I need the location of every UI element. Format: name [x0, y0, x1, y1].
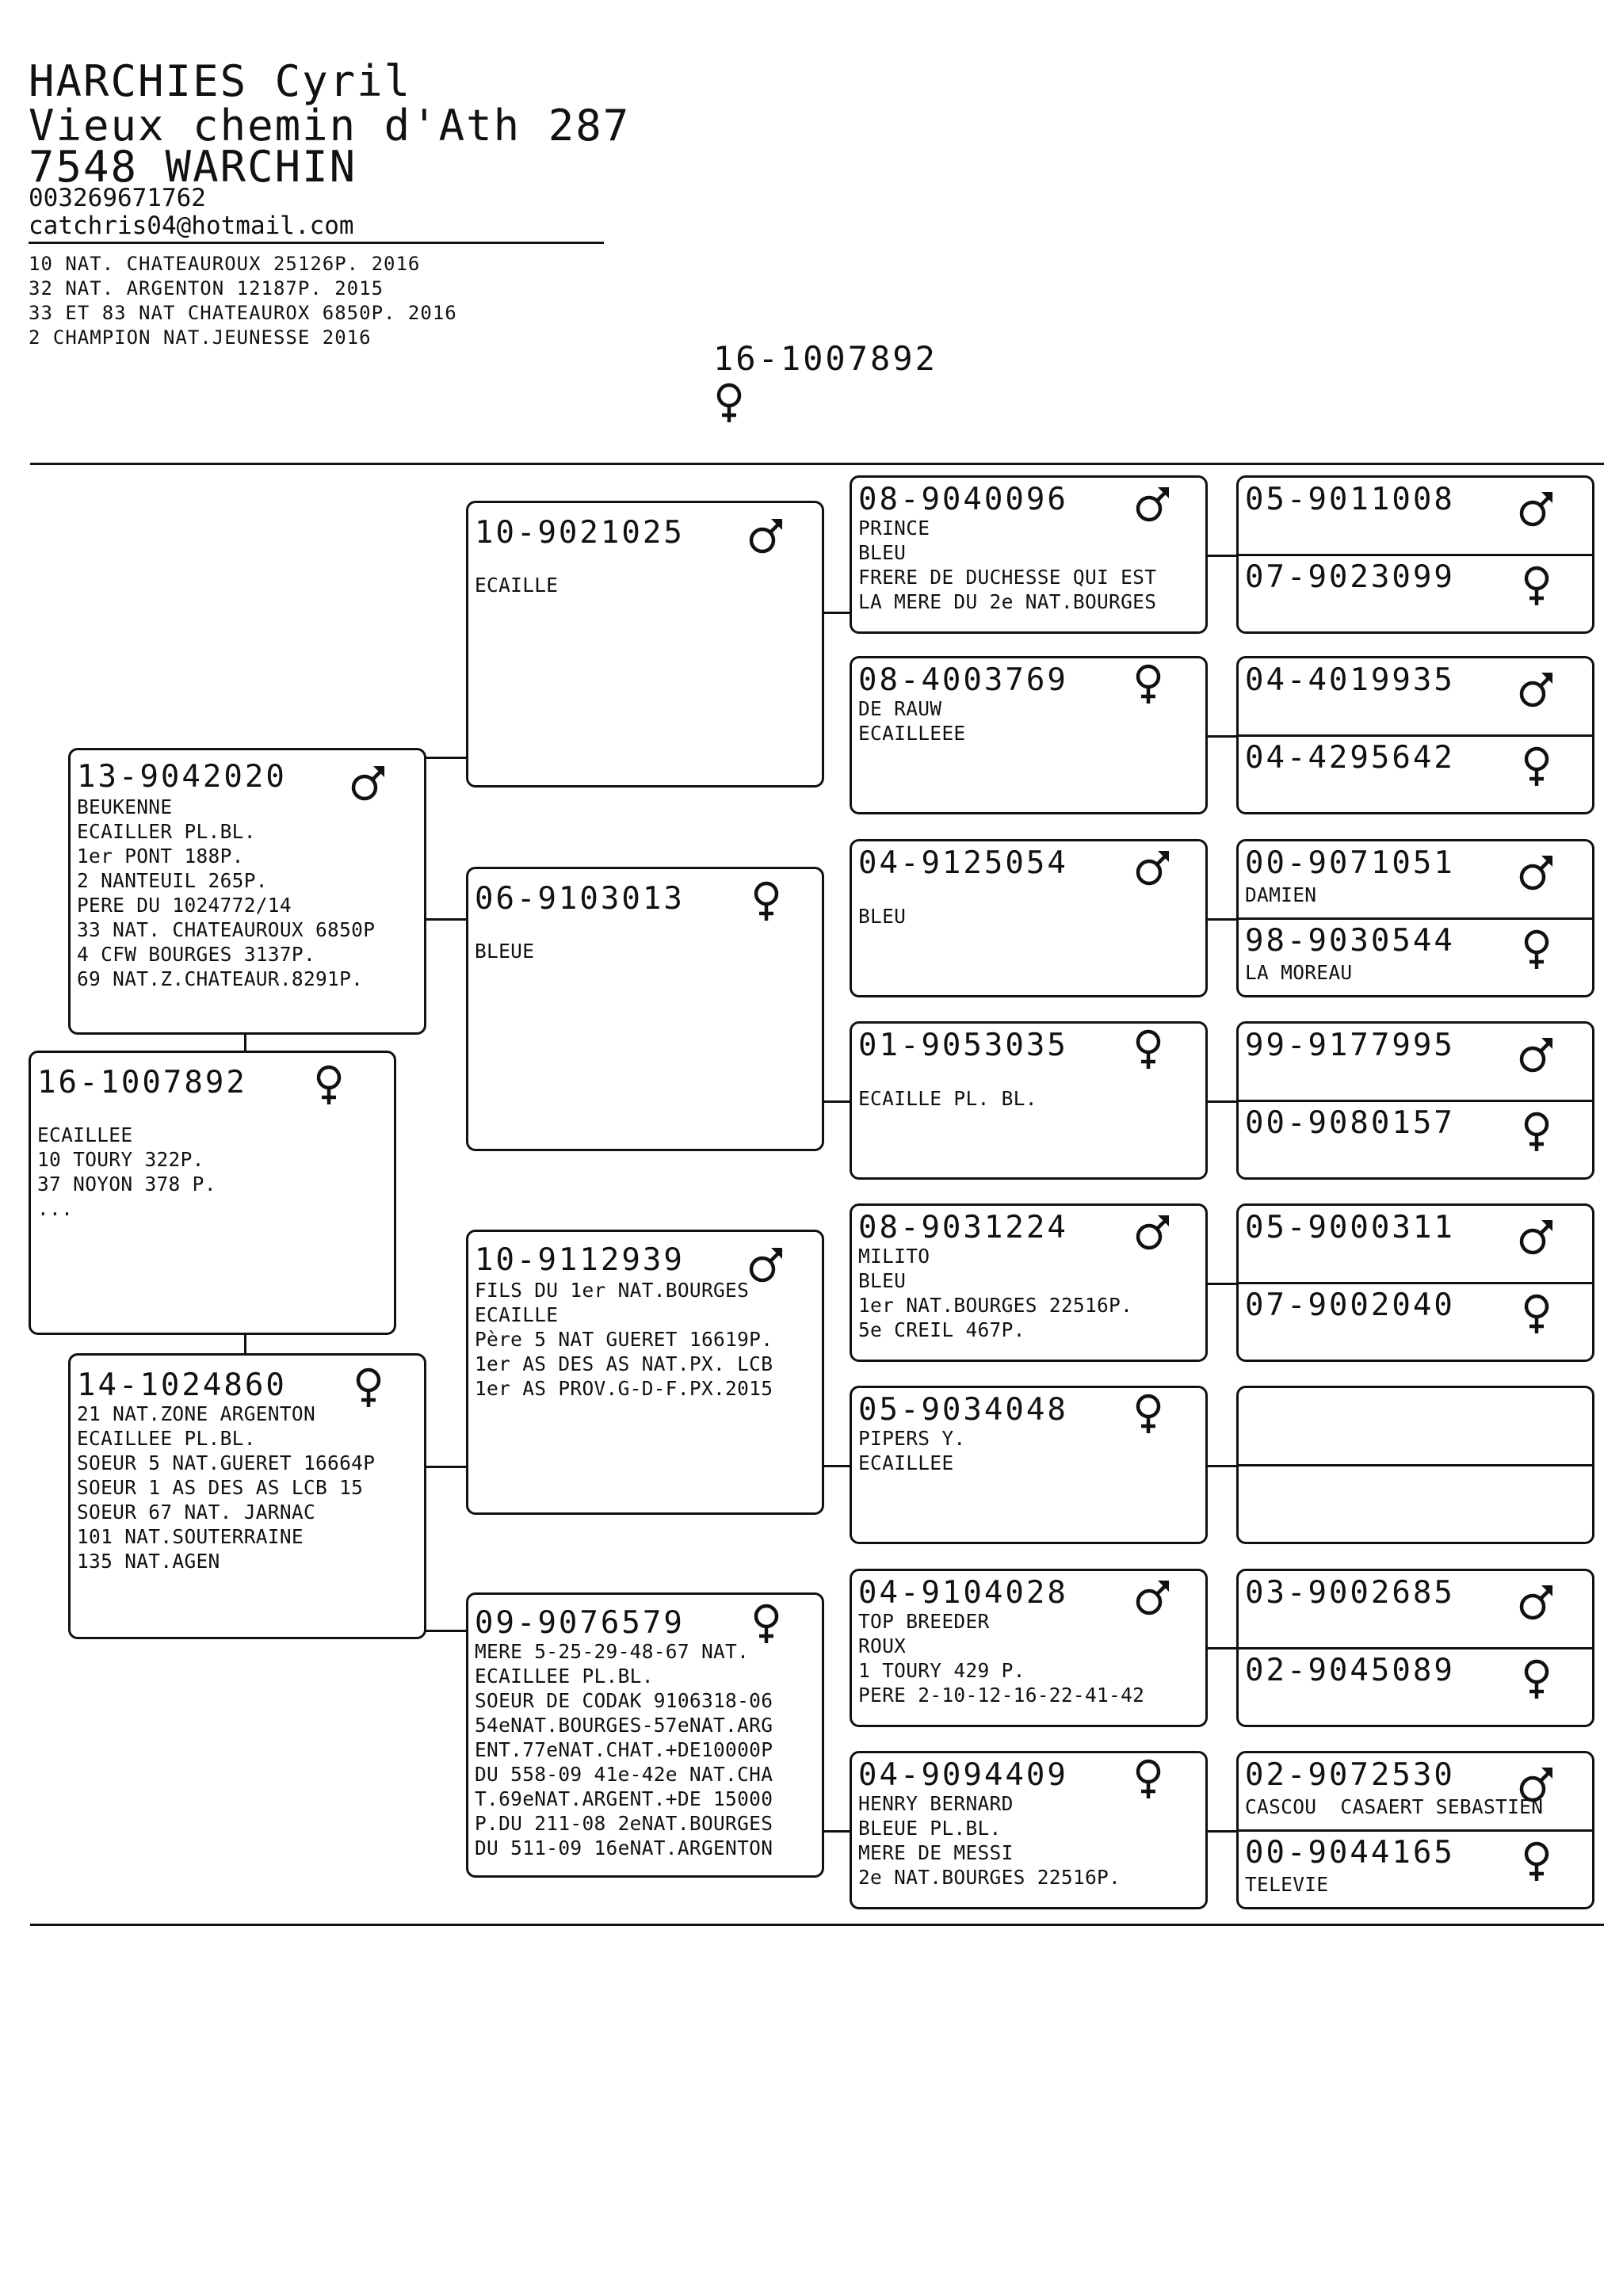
pigeon-id: 13-9042020 — [77, 759, 287, 795]
connector-line — [1208, 1283, 1236, 1285]
gen4-dam[interactable] — [1239, 555, 1592, 634]
pigeon-notes — [475, 1278, 773, 1401]
pedigree-box-great-grandparent[interactable] — [850, 1203, 1208, 1362]
note-line: BLEU — [858, 905, 907, 928]
note-line: 4 CFW BOURGES 3137P. — [77, 943, 316, 966]
female-icon — [1518, 929, 1556, 971]
owner-city: 7548 WARCHIN — [29, 142, 357, 192]
pigeon-id: 05-9011008 — [1245, 482, 1455, 517]
pedigree-box-great-grandparent[interactable] — [850, 1751, 1208, 1909]
note-line: ... — [37, 1197, 74, 1220]
pedigree-box-subject[interactable] — [29, 1051, 396, 1335]
pedigree-box-great-grandparent[interactable] — [850, 839, 1208, 997]
gen4-sire[interactable] — [1239, 841, 1592, 918]
note-line: DU 558-09 41e-42e NAT.CHA — [475, 1763, 773, 1786]
note-line: SOEUR 5 NAT.GUERET 16664P — [77, 1451, 376, 1474]
pigeon-notes — [858, 516, 1156, 614]
gen4-dam[interactable] — [1239, 919, 1592, 997]
pedigree-box-gen4-pair[interactable] — [1236, 656, 1594, 814]
note-line: HENRY BERNARD — [858, 1792, 1014, 1815]
female-icon — [1518, 1840, 1556, 1883]
connector-line — [425, 918, 466, 921]
note-line: SOEUR 1 AS DES AS LCB 15 — [77, 1476, 364, 1499]
pigeon-id: 04-9094409 — [858, 1757, 1068, 1793]
top-divider — [30, 463, 1604, 465]
connector-line — [824, 1830, 853, 1833]
pigeon-id: 04-9104028 — [858, 1575, 1068, 1611]
pigeon-note: DAMIEN — [1245, 883, 1317, 906]
note-line: 1er NAT.BOURGES 22516P. — [858, 1294, 1133, 1317]
pigeon-id: 01-9053035 — [858, 1028, 1068, 1063]
pigeon-id: 98-9030544 — [1245, 923, 1455, 959]
pigeon-note: TELEVIE — [1245, 1873, 1329, 1896]
note-line: ECAILLE — [475, 574, 559, 597]
pair-divider — [1239, 1100, 1592, 1102]
pigeon-notes — [858, 1062, 1037, 1111]
owner-street: Vieux chemin d'Ath 287 — [29, 101, 631, 151]
note-line: 1 TOURY 429 P. — [858, 1659, 1025, 1682]
note-line: BLEUE PL.BL. — [858, 1817, 1002, 1840]
male-icon — [1518, 851, 1556, 894]
connector-line — [425, 1630, 466, 1632]
pedigree-box-grandparent[interactable] — [466, 867, 824, 1151]
pigeon-id: 05-9000311 — [1245, 1210, 1455, 1245]
gen4-dam[interactable] — [1239, 736, 1592, 814]
note-line: FRERE DE DUCHESSE QUI EST — [858, 566, 1157, 589]
female-icon — [1129, 1758, 1167, 1801]
female-icon — [710, 382, 748, 425]
pigeon-notes — [858, 1426, 965, 1475]
achievement-line: 33 ET 83 NAT CHATEAUROX 6850P. 2016 — [29, 302, 457, 324]
pigeon-id: 09-9076579 — [475, 1605, 685, 1641]
female-icon — [1518, 565, 1556, 608]
note-line: FILS DU 1er NAT.BOURGES — [475, 1279, 750, 1302]
note-line: 37 NOYON 378 P. — [37, 1173, 216, 1196]
pigeon-id: 14-1024860 — [77, 1367, 287, 1403]
pedigree-title-id: 16-1007892 — [713, 339, 938, 378]
note-line: SOEUR DE CODAK 9106318-06 — [475, 1689, 773, 1712]
gen4-dam[interactable] — [1239, 1649, 1592, 1727]
gen4-sire[interactable] — [1239, 478, 1592, 555]
connector-line — [244, 1335, 246, 1353]
pigeon-id: 02-9045089 — [1245, 1653, 1455, 1688]
pigeon-id: 03-9002685 — [1245, 1575, 1455, 1611]
note-line: BLEU — [858, 541, 907, 564]
gen4-dam[interactable] — [1239, 1101, 1592, 1180]
gen4-sire[interactable] — [1239, 658, 1592, 735]
male-icon — [1518, 1763, 1556, 1806]
connector-line — [425, 757, 466, 759]
pigeon-id: 05-9034048 — [858, 1392, 1068, 1428]
pigeon-id: 06-9103013 — [475, 881, 685, 917]
note-line: 1er AS DES AS NAT.PX. LCB — [475, 1352, 773, 1375]
note-line: SOEUR 67 NAT. JARNAC — [77, 1501, 316, 1524]
connector-line — [824, 612, 853, 614]
pigeon-notes — [858, 696, 965, 746]
pigeon-id: 04-9125054 — [858, 845, 1068, 881]
note-line: 54eNAT.BOURGES-57eNAT.ARG — [475, 1714, 773, 1737]
female-icon — [1518, 1111, 1556, 1154]
note-line: 5e CREIL 467P. — [858, 1318, 1025, 1341]
pedigree-box-dam[interactable] — [68, 1353, 426, 1639]
note-line: PERE DU 1024772/14 — [77, 894, 292, 917]
connector-line — [425, 1466, 466, 1468]
connector-line — [1208, 1100, 1236, 1103]
pair-divider — [1239, 1464, 1592, 1466]
pedigree-box-gen4-pair[interactable] — [1236, 475, 1594, 634]
connector-line — [1208, 1465, 1236, 1467]
pigeon-notes — [858, 1244, 1132, 1342]
gen4-sire[interactable] — [1239, 1024, 1592, 1100]
note-line: 69 NAT.Z.CHATEAUR.8291P. — [77, 967, 364, 990]
connector-line — [1208, 918, 1236, 921]
note-line: ECAILLEE PL.BL. — [77, 1427, 256, 1450]
owner-divider — [29, 242, 604, 244]
pigeon-id: 04-4295642 — [1245, 740, 1455, 776]
pair-divider — [1239, 1829, 1592, 1832]
male-icon — [1518, 1215, 1556, 1258]
note-line — [858, 879, 906, 904]
achievement-line: 10 NAT. CHATEAUROUX 25126P. 2016 — [29, 253, 421, 275]
owner-name: HARCHIES Cyril — [29, 56, 412, 106]
pedigree-box-great-grandparent[interactable] — [850, 1569, 1208, 1727]
note-line: 135 NAT.AGEN — [77, 1550, 220, 1573]
pigeon-id: 10-9112939 — [475, 1242, 685, 1278]
pedigree-box-great-grandparent[interactable] — [850, 1386, 1208, 1544]
note-line: ECAILLEE — [37, 1123, 133, 1146]
connector-line — [1208, 1647, 1236, 1650]
note-line: ECAILLEE — [858, 1451, 954, 1474]
note-line: 2e NAT.BOURGES 22516P. — [858, 1866, 1121, 1889]
female-icon — [1518, 1658, 1556, 1701]
pigeon-id: 10-9021025 — [475, 515, 685, 551]
connector-line — [1208, 735, 1236, 738]
pedigree-box-great-grandparent[interactable] — [850, 1021, 1208, 1180]
pair-divider — [1239, 734, 1592, 737]
female-icon — [1129, 663, 1167, 706]
pedigree-box-sire[interactable] — [68, 748, 426, 1035]
note-line: TOP BREEDER — [858, 1610, 990, 1633]
bottom-divider — [30, 1924, 1604, 1926]
pigeon-notes — [77, 795, 375, 991]
note-line: 21 NAT.ZONE ARGENTON — [77, 1402, 316, 1425]
note-line: PIPERS Y. — [858, 1427, 966, 1450]
pedigree-box-great-grandparent[interactable] — [850, 656, 1208, 814]
achievement-line: 32 NAT. ARGENTON 12187P. 2015 — [29, 277, 384, 299]
pigeon-notes — [77, 1402, 375, 1573]
female-icon — [1518, 1293, 1556, 1336]
pair-divider — [1239, 1647, 1592, 1650]
note-line: 1er PONT 188P. — [77, 845, 244, 868]
note-line: ECAILLER PL.BL. — [77, 820, 256, 843]
pigeon-notes — [858, 879, 906, 929]
pigeon-notes — [475, 939, 534, 963]
note-line: LA MERE DU 2e NAT.BOURGES — [858, 590, 1157, 613]
pigeon-id: 07-9002040 — [1245, 1287, 1455, 1323]
pigeon-id: 08-9031224 — [858, 1210, 1068, 1245]
pigeon-id: 00-9044165 — [1245, 1835, 1455, 1871]
connector-line — [1208, 555, 1236, 557]
female-icon — [1129, 1028, 1167, 1071]
pigeon-id: 07-9023099 — [1245, 559, 1455, 595]
pedigree-box-grandparent[interactable] — [466, 501, 824, 788]
pigeon-id: 08-4003769 — [858, 662, 1068, 698]
note-line — [858, 1062, 1037, 1086]
gen4-dam[interactable] — [1239, 1283, 1592, 1362]
pigeon-id: 04-4019935 — [1245, 662, 1455, 698]
gen4-sire[interactable] — [1239, 1753, 1592, 1830]
pedigree-box-gen4-pair[interactable] — [1236, 1203, 1594, 1362]
male-icon — [1518, 1581, 1556, 1623]
achievement-line: 2 CHAMPION NAT.JEUNESSE 2016 — [29, 326, 372, 349]
female-icon — [1129, 1393, 1167, 1436]
pigeon-notes — [37, 1123, 216, 1221]
note-line: PRINCE — [858, 517, 930, 540]
male-icon — [1134, 1211, 1172, 1253]
note-line: MERE 5-25-29-48-67 NAT. — [475, 1640, 750, 1663]
pigeon-notes — [858, 1791, 1121, 1890]
note-line: ECAILLE — [475, 1303, 559, 1326]
note-line: P.DU 211-08 2eNAT.BOURGES — [475, 1812, 773, 1835]
pair-divider — [1239, 917, 1592, 920]
pedigree-box-gen4-pair[interactable] — [1236, 839, 1594, 997]
female-icon — [1518, 746, 1556, 788]
male-icon — [1518, 668, 1556, 711]
note-line: BLEUE — [475, 940, 535, 963]
note-line: ECAILLEEE — [858, 722, 966, 745]
note-line: BEUKENNE — [77, 795, 173, 818]
male-icon — [1134, 846, 1172, 889]
gen4-dam[interactable] — [1239, 1466, 1592, 1544]
pigeon-id: 00-9071051 — [1245, 845, 1455, 881]
note-line: BLEU — [858, 1269, 907, 1292]
pigeon-id: 99-9177995 — [1245, 1028, 1455, 1063]
gen4-sire[interactable] — [1239, 1388, 1592, 1465]
pedigree-box-gen4-pair[interactable] — [1236, 1569, 1594, 1727]
achievements-list — [29, 252, 457, 350]
note-line: 1er AS PROV.G-D-F.PX.2015 — [475, 1377, 773, 1400]
pigeon-notes — [475, 573, 558, 597]
note-line: PERE 2-10-12-16-22-41-42 — [858, 1684, 1145, 1707]
note-line: ECAILLE PL. BL. — [858, 1087, 1037, 1110]
pigeon-id: 08-9040096 — [858, 482, 1068, 517]
male-icon — [1518, 1033, 1556, 1076]
connector-line — [1208, 1830, 1236, 1833]
note-line: DE RAUW — [858, 697, 942, 720]
connector-line — [244, 1035, 246, 1051]
note-line: DU 511-09 16eNAT.ARGENTON — [475, 1836, 773, 1859]
pigeon-id: 16-1007892 — [37, 1065, 247, 1100]
gen4-sire[interactable] — [1239, 1206, 1592, 1283]
note-line: 33 NAT. CHATEAUROUX 6850P — [77, 918, 376, 941]
pedigree-box-great-grandparent[interactable] — [850, 475, 1208, 634]
gen4-dam[interactable] — [1239, 1831, 1592, 1909]
note-line: ECAILLEE PL.BL. — [475, 1665, 654, 1688]
pedigree-box-grandparent[interactable] — [466, 1592, 824, 1878]
pigeon-id: 00-9080157 — [1245, 1105, 1455, 1141]
note-line: 10 TOURY 322P. — [37, 1148, 204, 1171]
note-line: MILITO — [858, 1245, 930, 1268]
owner-email: catchris04@hotmail.com — [29, 212, 354, 240]
connector-line — [824, 1465, 853, 1467]
pedigree-box-grandparent[interactable] — [466, 1230, 824, 1515]
pedigree-box-gen4-pair[interactable] — [1236, 1751, 1594, 1909]
pedigree-box-gen4-pair[interactable] — [1236, 1021, 1594, 1180]
owner-phone: 003269671762 — [29, 184, 206, 212]
female-icon — [310, 1064, 348, 1107]
note-line: 101 NAT.SOUTERRAINE — [77, 1525, 304, 1548]
note-line: T.69eNAT.ARGENT.+DE 15000 — [475, 1787, 773, 1810]
note-line: ENT.77eNAT.CHAT.+DE10000P — [475, 1738, 773, 1761]
pigeon-id: 02-9072530 — [1245, 1757, 1455, 1793]
pedigree-box-gen4-pair[interactable] — [1236, 1386, 1594, 1544]
pigeon-note: CASCOU CASAERT SEBASTIEN — [1245, 1795, 1544, 1818]
female-icon — [747, 880, 785, 923]
note-line: MERE DE MESSI — [858, 1841, 1014, 1864]
empty-sex-icon — [1518, 1398, 1556, 1440]
gen4-sire[interactable] — [1239, 1571, 1592, 1648]
note-line: ROUX — [858, 1634, 907, 1657]
pair-divider — [1239, 554, 1592, 556]
empty-sex-icon — [1518, 1475, 1556, 1518]
connector-line — [824, 1100, 853, 1103]
note-line: 2 NANTEUIL 265P. — [77, 869, 268, 892]
male-icon — [747, 514, 785, 557]
male-icon — [1518, 487, 1556, 530]
note-line: Père 5 NAT GUERET 16619P. — [475, 1328, 773, 1351]
pigeon-notes — [475, 1639, 773, 1860]
pair-divider — [1239, 1282, 1592, 1284]
pigeon-notes — [858, 1609, 1144, 1707]
pigeon-note: LA MOREAU — [1245, 961, 1353, 984]
